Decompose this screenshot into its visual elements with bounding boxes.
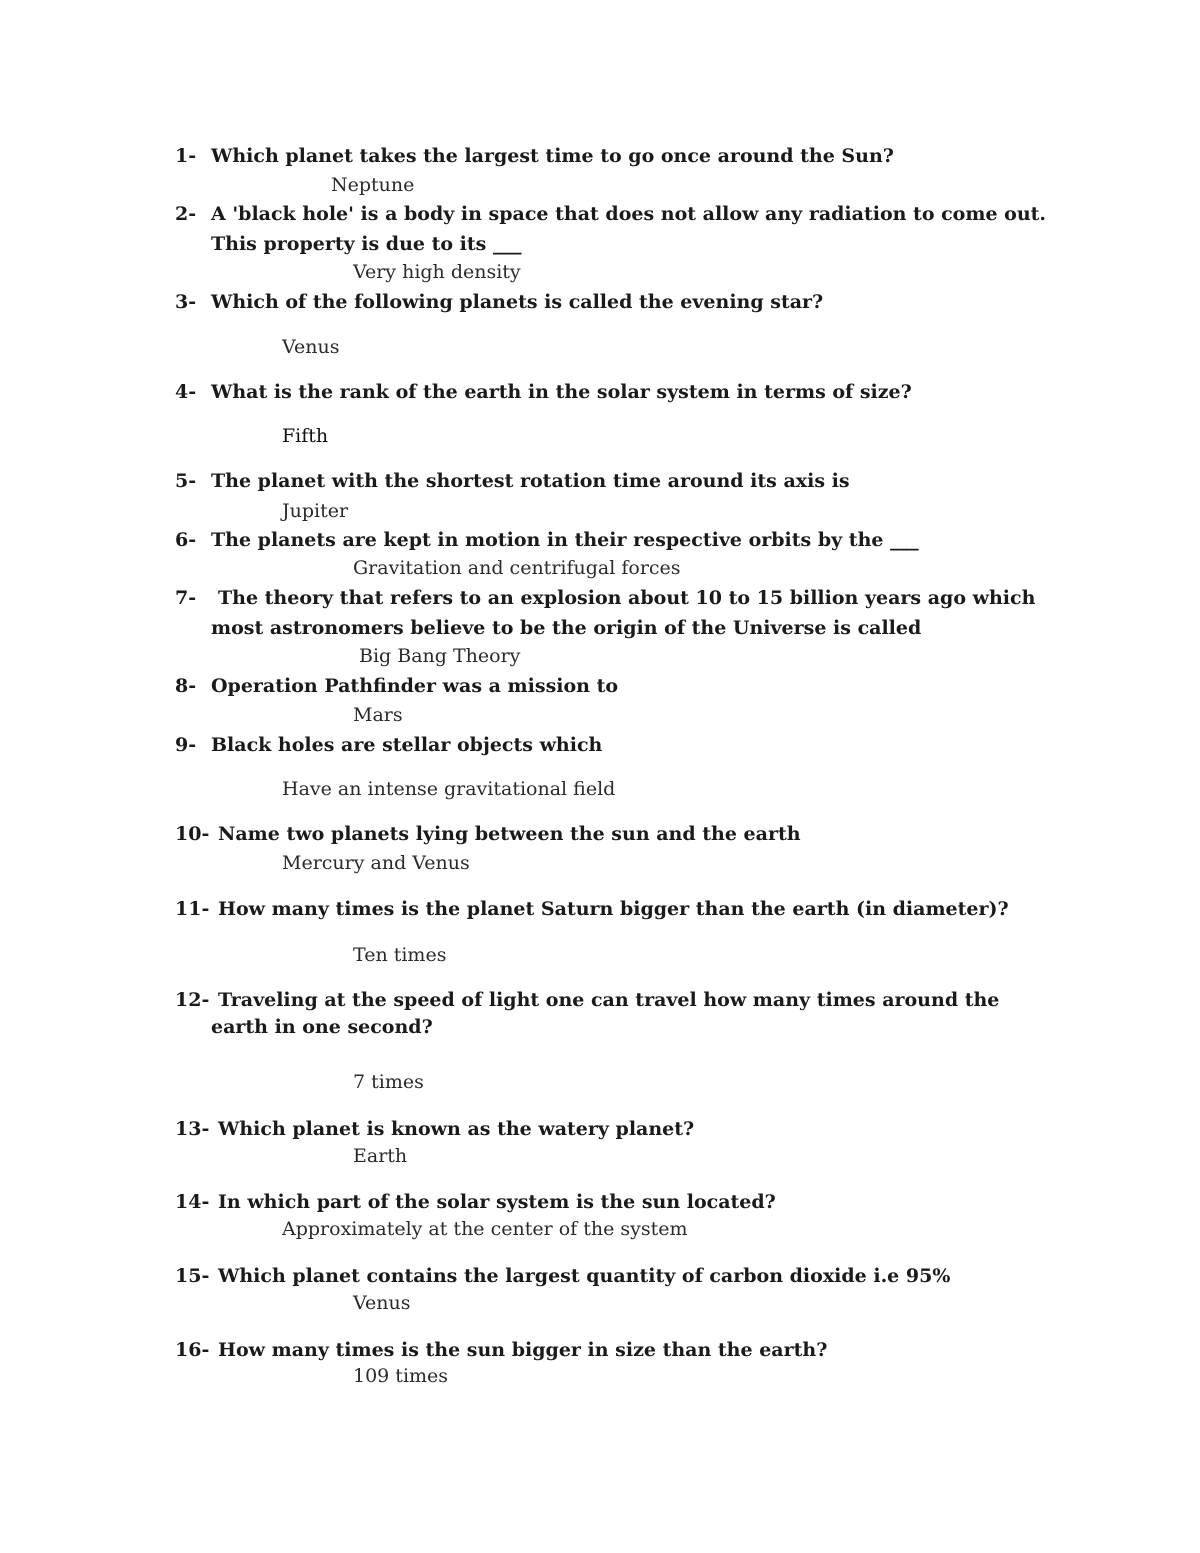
answer-text: 109 times <box>353 1365 449 1387</box>
question-text: In which part of the solar system is the sun located? <box>218 1191 776 1213</box>
question-number: 6- <box>175 529 197 551</box>
answer-text: Fifth <box>282 425 329 447</box>
answer-text: Have an intense gravitational field <box>282 778 616 800</box>
question-text: Traveling at the speed of light one can travel how many times around the <box>218 989 1000 1011</box>
answer-text: Big Bang Theory <box>359 645 521 667</box>
answer-text: Approximately at the center of the system <box>282 1218 688 1240</box>
answer-text: Ten times <box>353 944 447 966</box>
question-text: How many times is the sun bigger in size than the earth? <box>218 1339 828 1361</box>
question-text: Operation Pathfinder was a mission to <box>211 675 619 697</box>
question-text: How many times is the planet Saturn bigger than the earth (in diameter)? <box>218 898 1009 920</box>
question-text: Black holes are stellar objects which <box>211 734 603 756</box>
question-number: 7- <box>175 587 197 609</box>
question-text: Name two planets lying between the sun and the earth <box>218 823 801 845</box>
question-text: Which planet contains the largest quantity of carbon dioxide i.e 95% <box>218 1265 951 1287</box>
answer-text: Neptune <box>331 174 415 196</box>
question-number: 5- <box>175 470 197 492</box>
question-text: Which planet is known as the watery planet? <box>218 1118 695 1140</box>
question-text: A 'black hole' is a body in space that does not allow any radiation to come out. <box>211 203 1047 225</box>
question-number: 14- <box>175 1191 210 1213</box>
question-text: The theory that refers to an explosion about 10 to 15 billion years ago which <box>218 587 1036 609</box>
question-text-continued: This property is due to its ___ <box>211 233 522 255</box>
question-number: 8- <box>175 675 197 697</box>
question-number: 4- <box>175 381 197 403</box>
answer-text: Gravitation and centrifugal forces <box>353 557 681 579</box>
question-number: 2- <box>175 203 197 225</box>
answer-text: Jupiter <box>282 500 349 522</box>
answer-text: Very high density <box>353 261 521 283</box>
question-number: 15- <box>175 1265 210 1287</box>
answer-text: Mercury and Venus <box>282 852 470 874</box>
question-number: 11- <box>175 898 210 920</box>
question-text: The planets are kept in motion in their respective orbits by the ___ <box>211 529 919 551</box>
answer-text: Earth <box>353 1145 408 1167</box>
answer-text: Venus <box>282 336 340 358</box>
question-text: Which of the following planets is called the evening star? <box>211 291 824 313</box>
question-number: 1- <box>175 145 197 167</box>
question-number: 10- <box>175 823 210 845</box>
question-number: 16- <box>175 1339 210 1361</box>
question-text: Which planet takes the largest time to go once around the Sun? <box>211 145 894 167</box>
question-text: The planet with the shortest rotation time around its axis is <box>211 470 850 492</box>
question-text-continued: earth in one second? <box>211 1016 433 1038</box>
question-text: What is the rank of the earth in the solar system in terms of size? <box>211 381 912 403</box>
question-number: 12- <box>175 989 210 1011</box>
answer-text: 7 times <box>353 1071 424 1093</box>
question-number: 9- <box>175 734 197 756</box>
question-text-continued: most astronomers believe to be the origin of the Universe is called <box>211 617 922 639</box>
question-number: 3- <box>175 291 197 313</box>
answer-text: Mars <box>353 704 403 726</box>
question-number: 13- <box>175 1118 210 1140</box>
answer-text: Venus <box>353 1292 411 1314</box>
